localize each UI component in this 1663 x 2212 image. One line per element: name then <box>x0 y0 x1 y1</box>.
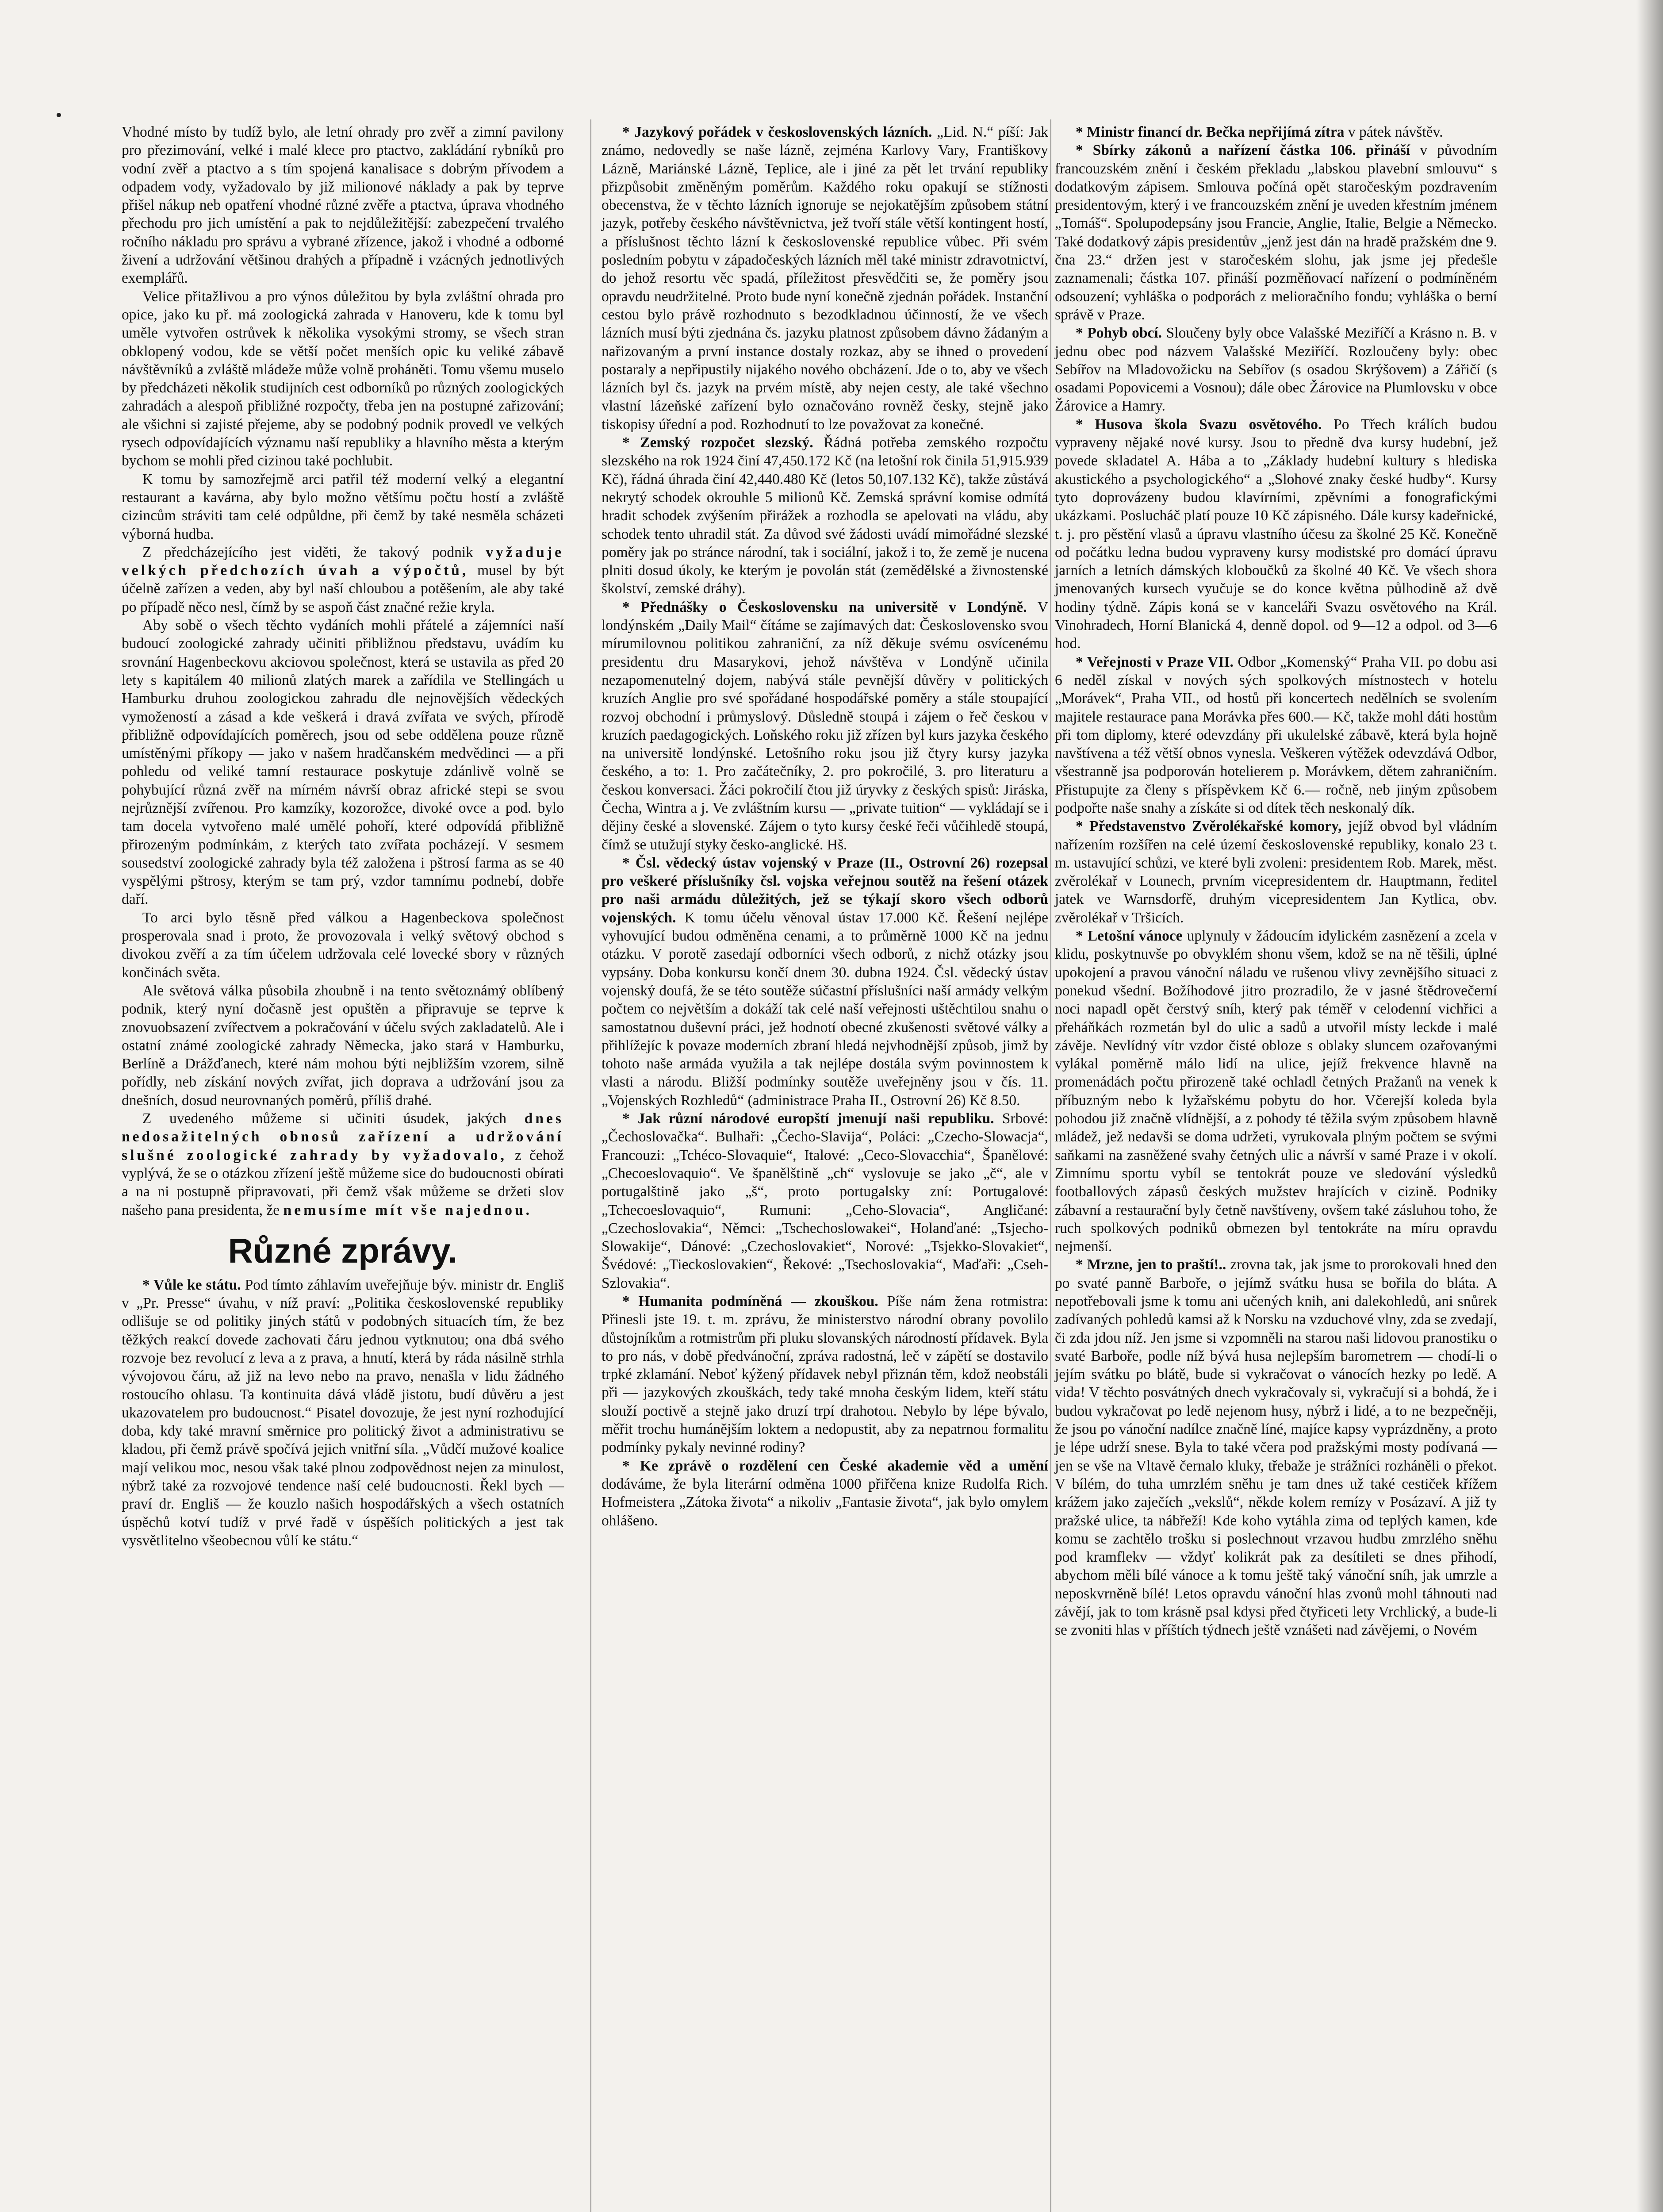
news-item: * Veřejnosti v Praze VII. Odbor „Komenský“ Praha VII. po dobu asi 6 neděl získal v nových sých spolkových místnostech v hotelu „Morávek“, Praha VII., od hostů při koncertech nedělních se svolením majitele restaurace pana Morávka přes 600.— Kč, takže mohl dáti hostům při tom diplomy, které odevzdány při ukulelské zábavě, která byla hojně navštívena a též větší obnos vynesla. Veškeren výtěžek odevzdává Odbor, všestranně jsa podporován hotelierem p. Morávkem, dětem zahraničním. Přistupujte za členy s příspěvkem Kč 6.— ročně, neb jiným způsobem podpořte naše snahy a získáte si od dítek těch neskonalý dík. <box>1055 653 1497 816</box>
column-divider <box>1050 119 1051 2212</box>
column-divider <box>590 119 591 2212</box>
news-item-lead: * Zemský rozpočet slezský. <box>622 434 813 451</box>
news-item: * Vůle ke státu. Pod tímto záhlavím uveřejňuje býv. ministr dr. Engliš v „Pr. Presse“ úvahu, v níž praví: „Politika československé republiky odlišuje se od politiky jiných států v podobných situacích tím, že bez těžkých reakcí dovede zachovati čáru jednou vytknutou; ona dbá svého rozvoje bez revolucí z leva a z prava, a hnutí, která by ráda násilně strhla vývojovou čáru, až již na levo nebo na pravo, nenašla v lidu žádného rostoucího ohlasu. Ta kontinuita dává vládě jistotu, budí důvěru a jest ukazovatelem pro budoucnost.“ Pisatel dovozuje, že jest nyní rozhodující doba, kdy také mravní směrnice pro politický život a administrativu se kladou, při čemž právě spočívá jejich vnitřní síla. „Vůdčí mužové koalice mají velikou moc, nesou však také plnou zodpovědnost nejen za minulost, nýbrž také za rozvojové tendence naší celé budoucnosti. Řekl bych — praví dr. Engliš — že kouzlo našich hospodářských a všech ostatních úspěchů kotví tudíž v prvé řadě v úspěších politických a jest tak vysvětlitelno všeobecnou vůlí ke státu.“ <box>122 1276 564 1549</box>
article-paragraph: Z uvedeného můžeme si učiniti úsudek, jakých dnes nedosažitelných obnosů zařízení a udržování slušné zoologické zahrady by vyžadovalo, z čehož vyplývá, že se o otázkou zřízení ještě můžeme sice do budoucnosti obírati a na ni postupně připravovati, při čemž však můžeme se držeti slov našeho pana presidenta, že nemusíme mít vše najednou. <box>122 1110 564 1218</box>
news-item-lead: * Humanita podmíněná — zkouškou. <box>622 1293 878 1310</box>
column-middle <box>602 123 1048 1530</box>
print-speck <box>57 113 61 117</box>
article-paragraph: K tomu by samozřejmě arci patřil též moderní velký a elegantní restaurant a kavárna, aby bylo možno většímu počtu hostí a zvláště cizincům stráviti tam celé odpůldne, při čemž by také nesměla scházeti výborná hudba. <box>122 471 564 542</box>
news-item: * Husova škola Svazu osvětového. Po Třech králích budou vypraveny nějaké nové kursy. Jsou to předně dva kursy hudební, jež povede skladatel A. Hába a to „Základy hudební kultury s hlediska akustického a psychologického“ a „Slohové znaky české hudby“. Kursy tyto doprovázeny budou klavírními, zpěvními a fonografickými ukázkami. Poslucháč platí pouze 10 Kč zápisného. Dále kursy kadeřnické, t. j. pro pěstění vlasů a úpravu vlastního účesu za školné 25 Kč. Konečně od počátku ledna budou vypraveny kursy modistské pro domácí úpravu jarních a letních dámských kloboučků za školné 40 Kč. Ve všech shora jmenovaných kursech vyučuje se do konce května půlhodině až dvě hodiny týdně. Zápis koná se v kanceláři Svazu osvětového na Král. Vinohradech, Horní Blanická 4, denně dopol. od 9—12 a odpol. od 3—6 hod. <box>1055 416 1497 652</box>
section-heading: Různé zprávy. <box>228 1231 458 1270</box>
news-item-lead: * Letošní vánoce <box>1075 928 1183 945</box>
article-paragraph: Ale světová válka působila zhoubně i na tento světoznámý oblíbený podnik, který nyní dočasně jest opuštěn a připravuje se teprve k znovuobsazení zvířectvem a pokračování v účelu svých zakladatelů. Ale i ostatní známé zoologické zahrady Německa, jako stará v Hamburku, Berlíně a Drážďanech, které nám mohou býti nejbližším vzorem, silně pořídly, neb získání nových zvířat, jich doprava a udržování jsou za dnešních, dosud neurovnaných poměrů, příliš drahé. <box>122 982 564 1109</box>
news-item: * Sbírky zákonů a nařízení částka 106. přináší v původním francouzském znění i českém překladu „labskou plavební smlouvu“ s dodatkovým zápisem. Smlouva počíná opět staročeským pozdravením presidentovým, který i ve francouzském znění je uveden křestním jménem „Tomáš“. Spolupodepsány jsou Francie, Anglie, Italie, Belgie a Německo. Také dodatkový zápis presidentův „jenž jest dán na hradě pražském dne 9. čna 23.“ držen jest v staročeském slohu, jak jsme jej předešle zaznamenali; částka 107. přináší pozměňovací nařízení o podmíněném odsouzení; vyhláška o podporách z melioračního fondu; vyhláška o berní správě v Praze. <box>1055 142 1498 323</box>
news-item-lead: * Sbírky zákonů a nařízení částka 106. přináší <box>1075 142 1410 159</box>
news-item-lead: * Husova škola Svazu osvětového. <box>1075 416 1322 433</box>
news-item-lead: * Představenstvo Zvěrolékařské komory, <box>1075 818 1342 835</box>
news-item-lead: * Čsl. vědecký ústav vojenský v Praze (II., Ostrovní 26) rozepsal pro veškeré příslušníky čsl. vojska veřejnou soutěž na řešení otázek pro naši armádu důležitých, jež se týkají skoro všech odborů vojenských. <box>602 854 1048 926</box>
news-item: * Ministr financí dr. Bečka nepřijímá zítra v pátek návštěv. <box>1075 124 1443 140</box>
news-item: * Čsl. vědecký ústav vojenský v Praze (II., Ostrovní 26) rozepsal pro veškeré příslušníky čsl. vojska veřejnou soutěž na řešení otázek pro naši armádu důležitých, jež se týkají skoro všech odborů vojenských. K tomu účelu věnoval ústav 17.000 Kč. Řešení nejlépe vyhovující budou odměněna cenami, a to průměrně 1000 Kč na jednu otázku. V porotě zasedají odborníci všech odborů, z nichž otázky jsou vypsány. Doba konkursu končí dnem 30. dubna 1924. Čsl. vědecký ústav vojenský doufá, že se této soutěže súčastní příslušníci naší armády velkým počtem co největším a dokáží tak celé naší veřejnosti uštěchtilou snahu o samostatnou duševní práci, jež hodnotí obecné zkušenosti světové války a přihlížejíc k povaze moderních zbraní hledá nejvhodnější způsob, jimž by tohoto naše armáda využila a tak nejlépe dostála svým povinnostem k vlasti a národu. Bližší podmínky soutěže uveřejněny jsou v čís. 11. „Vojenských Rozhledů“ (administrace Praha II., Ostrovní 26) Kč 8.50. <box>602 854 1049 1109</box>
news-item-lead: * Pohyb obcí. <box>1075 325 1162 342</box>
news-item: * Představenstvo Zvěrolékařské komory, jejíž obvod byl vládním nařízením rozšířen na celé území československé republiky, konalo 23 t. m. ustavující schůzi, ve které byli zvoleni: presidentem Rob. Marek, měst. zvěrolékař v Lounech, prvním vicepresidentem dr. Hauptmann, ředitel jatek ve Warnsdorfě, druhým vicepresidentem Jan Kytlica, obv. zvěrolékař v Tršicích. <box>1055 818 1498 926</box>
article-paragraph: Velice přitažlivou a pro výnos důležitou by byla zvláštní ohrada pro opice, jako ku př. má zoologická zahrada v Hanoveru, kde k tomu byl uměle vytvořen ostrůvek k několika vysokými stromy, se všech stran obklopený vodou, kde se větší počet menších opic ku veliké zábavě návštěvníků a zvláště mládeže může volně proháněti. Tomu všemu muselo by předcházeti několik studijních cest odborníků po různých zoologických zahradách a alespoň přibližné rozpočty, třeba jen na postupné zařizování; ale všichni si zajisté přejeme, aby se podobný podnik provedl ve velkých rysech odpovídajících významu naší republiky a hlavního města a kterým bychom se mohli před cizinou také pochlubit. <box>122 288 564 469</box>
column-right <box>1055 123 1497 1640</box>
news-item-lead: * Ke zprávě o rozdělení cen České akademie věd a umění <box>622 1457 1048 1474</box>
article-paragraph: Z předcházejícího jest viděti, že takový podnik vyžaduje velkých předchozích úvah a výpočtů, musel by být účelně zařízen a veden, aby byl naší chloubou a potěšením, ale aby také po případě něco nesl, čímž by se aspoň část značné režie kryla. <box>122 544 564 615</box>
page-edge-shadow <box>1636 0 1663 2212</box>
news-item: * Přednášky o Československu na universitě v Londýně. V londýnském „Daily Mail“ čítáme se zajímavých dat: Československo svou mírumilovnou politikou zahraniční, za níž děkuje svému osvícenému presidentu dru Masarykovi, jehož návštěva v Londýně učinila nezapomenutelný dojem, nabývá stále pevnější důvěry v politických kruzích Anglie pro své spořádané hospodářské poměry a stále stoupající rozvoj obchodní i průmyslový. Důsledně stoupá i zájem o řeč českou v kruzích paedagogických. Loňského roku již zřízen byl kurs jazyka českého na universitě londýnské. Letošního roku jsou již čtyry kursy jazyka českého, a to: 1. Pro začátečníky, 2. pro pokročilé, 3. pro literaturu a českou konversaci. Žáci pokročilí čtou již úryvky z českých spisů: Jiráska, Čecha, Wintra a j. Ve zvláštním kursu — „private tuition“ — vykládají se i dějiny české a slovenské. Zájem o tyto kursy české řeči vůčihledě stoupá, čímž se utužují styky česko-anglické. Hš. <box>602 599 1048 853</box>
column-left <box>122 123 564 1550</box>
news-item: * Pohyb obcí. Sloučeny byly obce Valašské Meziříčí a Krásno n. B. v jednu obec pod názvem Valašské Meziříčí. Rozloučeny byly: obec Sebířov na Mladovožicku na Sebířov (s osadou Skrýšovem) a Zářičí (s osadami Popovicemi a Vosnou); dále obec Žárovice na Plumlovsku v obce Žárovice a Hamry. <box>1055 325 1497 415</box>
news-item: * Ke zprávě o rozdělení cen České akademie věd a umění dodáváme, že byla literární odměna 1000 přiřčena knize Rudolfa Rich. Hofmeistera „Zátoka života“ a nikoliv „Fantasie života“, jak bylo omylem ohlášeno. <box>602 1457 1048 1529</box>
news-item: * Zemský rozpočet slezský. Řádná potřeba zemského rozpočtu slezského na rok 1924 činí 47,450.172 Kč (na letošní rok činila 51,915.939 Kč), řádná úhrada činí 42,440.480 Kč (letos 50,107.132 Kč), takže zůstává nekrytý schodek okrouhle 5 milionů Kč. Zemská správní komise odmítá hradit schodek zvýšením přirážek a rozhodla se apelovati na vládu, aby schodek tento uhradil stát. Za důvod své žádosti uvádí mimořádné slezské poměry jak po stránce národní, tak i sociální, jakož i to, že země je nucena plniti dosud úkoly, ke kterým je povolán stát (zemědělské a živnostenské školství, zemské dráhy). <box>602 434 1048 597</box>
news-item: * Jazykový pořádek v československých lázních. „Lid. N.“ píší: Jak známo, nedovedly se naše lázně, zejména Karlovy Vary, Františkovy Lázně, Mariánské Lázně, Teplice, ale i jiné za pět let trvání republiky přizpůsobit změněným poměrům. Každého roku opakují se stížnosti obecenstva, že v těchto lázních ignoruje se nejokatějším způsobem státní jazyk, potřeby českého návštěvnictva, jež tvoří stále větší kontingent hostí, a příslušnost těchto lázní k československé republice vůbec. Při svém posledním pobytu v západočeských lázních měl také ministr zdravotnictví, do jehož resortu věc spadá, příležitost přesvědčiti se, že poměry jsou opravdu neudržitelné. Proto bude nyní konečně zjednán pořádek. Instanční cestou bylo právě rozhodnuto s bezodkladnou účinností, že ve všech lázních musí býti zjednána čs. jazyku platnost způsobem dávno žádaným a nařizovaným a první instance dostaly rozkaz, aby se ihned o provedení postaraly a nepřipustily nijakého nového obcházení. Jde o to, aby ve všech lázních byl čs. jazyk na prvém místě, aby nejen cesty, ale také všechno vlastní lázeňské zařízení bylo označováno rovněž česky, stejně jako tiskopisy úřední a pod. Rozhodnutí to lze považovat za konečné. <box>602 124 1048 433</box>
article-paragraph: Aby sobě o všech těchto vydáních mohli přátelé a zájemníci naší budoucí zoologické zahrady učiniti přibližnou představu, uvádím ku srovnání Hagenbeckovu akciovou společnost, která se ustavila as před 20 lety s kapitálem 40 milionů zlatých marek a zařídila ve Stellingách u Hamburku druhou zoologickou zahradu dle nejnovějších vědeckých vymožeností a zásad a kde veškerá i dravá zvířata ve svých, přírodě přibližně odpovídajících poměrech, jsou od sebe oddělena pouze různě umístěnými příkopy — jako v našem hradčanském medvědinci — a při pohledu od veliké tamní restaurace poskytuje zdánlivě volně se pohybující různá zvěř na mírném návrší obraz africké stepi se svou nejrůznější zvířenou. Pro kamzíky, kozorožce, divoké ovce a pod. bylo tam docela vytvořeno malé umělé pohoří, které odpovídá přibližně přirozeným podmínkám, z kterých tato zvířata pocházejí. V sesmem sousedství zoologické zahrady byla též založena i pštrosí farma as se 40 vyspělými pštrosy, kterým se tam prý, vzdor tamnímu podnebí, dobře daří. <box>122 617 564 908</box>
news-item-lead: * Přednášky o Československu na universitě v Londýně. <box>622 599 1027 615</box>
news-item: * Jak různí národové europští jmenují naši republiku. Srbové: „Čechoslovačka“. Bulhaři: „Čecho-Slavija“, Poláci: „Czecho-Slowacja“, Francouzi: „Tchéco-Slovaquie“, Italové: „Ceco-Slovacchia“, Španělové: „Checoeslovaquio“. Ve španělštině „ch“ vyslovuje se jako „č“, ale v portugalštině jako „š“, proto portugalsky zní: Portugalové: „Tchecoeslovaquio“, Rumuni: „Ceho-Slovacia“, Angličané: „Czechoslovakia“, Němci: „Tschechoslowakei“, Holanďané: „Tsjecho-Slowakije“, Dánové: „Czechoslovakiet“, Norové: „Tsjekko-Slovakiet“, Švédové: „Tieckoslovakien“, Řekové: „Tsechoslovakia“, Maďaři: „Cseh-Szlovakia“. <box>602 1110 1048 1291</box>
news-item-lead: * Jak různí národové europští jmenují naši republiku. <box>622 1110 994 1127</box>
news-item: * Mrzne, jen to praští!.. zrovna tak, jak jsme to prorokovali hned den po svaté panně Barboře, o jejímž svátku husa se bořila do bláta. A nepotřebovali jsme k tomu ani učených knih, ani dalekohledů, ani snůrek zadívaných pohledů kamsi až k Norsku na vzduchové vlny, zda se zvedají, či zda jdou níž. Jen jsme si vzpomněli na starou naši lidovou pranostiku o svaté Barboře, podle níž bývá husa nejlepším barometrem — chodí-li o jejím svátku po blátě, bude si vykračovat o vánocích hezky po ledě. A vida! V těchto posvátných dnech vykračovaly si, vykračují si a bohdá, že i budou vykračovat po ledě nejenom husy, nýbrž i lidé, a to ne bezpečněji, že jsou po vánoční nadílce značně líné, majíce kapsy vyprázdněny, a proto je lépe udrží snese. Byla to také včera pod pražskými mosty podívaná — jen se vše na Vltavě černalo kluky, třebaže je strážníci rozháněli o překot. V bílém, do tuha umrzlém sněhu je tam dnes už také cestiček křížem krážem jako zaječích „vekslů“, někde kolem remízy v Posázaví. A již ty pražské ulice, ta nábřeží! Kde koho vytáhla zima od teplých kamen, kde komu se zachtělo trošku si poslechnout vrzavou hudbu zmrzlého sněhu pod kramflekv — vždyť kolikrát pak za desítileti se dnes přihodí, abychom měli bílé vánoce a k tomu ještě taký vánoční sníh, jak umrzle a neposkvrněně bílé! Letos opravdu vánoční hlas zvonů mohl táhnouti nad závějí, jak to tom krásně psal kdysi před čtyřiceti lety Vrchlický, a bude-li se zvoniti hlas v příštích týdnech ještě vznášeti nad závějemi, o Novém <box>1055 1256 1498 1639</box>
article-paragraph: To arci bylo těsně před válkou a Hagenbeckova společnost prosperovala snad i proto, že provozovala i velký světový obchod s divokou zvěří a za tím účelem udržovala celé lovecké sbory v různých končinách světa. <box>122 909 564 981</box>
news-item-lead: * Ministr financí dr. Bečka nepřijímá zítra <box>1075 124 1345 140</box>
news-item-lead: * Veřejnosti v Praze VII. <box>1075 653 1234 670</box>
news-item-lead: * Mrzne, jen to praští!.. <box>1075 1256 1226 1273</box>
article-paragraph: Vhodné místo by tudíž bylo, ale letní ohrady pro zvěř a zimní pavilony pro přezimování, velké i malé klece pro ptactvo, zakládání rybníků pro vodní zvěř a ptactvo a s tím spojená kanalisace s dobrým přívodem a odpadem vody, vyžadovalo by již milionové náklady a pak by teprve přišel nákup neb opatření vhodné různé zvěře a ptactva, úprava vhodného přechodu pro jich umístění a pak to nejdůležitější: zabezpečení trvalého ročního nákladu pro správu a vybrané zřízence, jakož i vhodné a odborné živení a udržování většinou drahých a případně i vzácných jednotlivých exemplářů. <box>122 124 564 287</box>
news-item-lead: * Jazykový pořádek v československých lázních. <box>622 124 932 140</box>
news-item: * Letošní vánoce uplynuly v žádoucím idylickém zasnězení a zcela v klidu, poskytnuvše po obvyklém shonu všem, kdož se na ně těšili, úplné upokojení a pravou vánoční náladu ve rušenou vlivy zevnějšího situaci z ponekud všední. Božíhodové jitro prozradilo, že v jasné štědrovečerní noci napadl opět čerstvý sníh, který pak téměř v celodenní vichřici a přeháňkách rozmetán byl do ulic a sadů a utvořil místy leckde i malé závěje. Nevlídný vítr vzdor čisté obloze s oblaky sluncem ozařovanými vylákal poměrně málo lidí na ulice, jejíž frekvence hlavně na promenádách počtu přirozeně také ochladl četných Pražanů na venek k příbuzným nebo k lyžařskému pobytu do hor. Včerejší koleda byla pohodou již značně vlídnější, a z pohody té těžila svým způsobem hlavně mládež, jež nedavši se doma udržeti, vyrukovala plným počtem se svými saňkami na zasněžené svahy četných ulic a návrší v samé Praze i v okolí. Zimnímu sportu vybíl se tentokrát pouze ve sledování výsledků footballových zápasů českých mužstev hrajících v cizině. Podniky zábavní a restaurační byly četně navštíveny, ovšem také zásluhou toho, že ruch spolkových podniků obmezen byl tentokráte na míru opravdu nejmenší. <box>1055 928 1498 1255</box>
news-item: * Humanita podmíněná — zkouškou. Píše nám žena rotmistra: Přinesli jste 19. t. m. zprávu, že ministerstvo národní obrany povolilo důstojníkům a rotmistrům při pluku slovanských národností přídavek. Byla to pro nás, v době předvánoční, zpráva radostná, leč v zápětí se dostavilo trpké zklamání. Neboť kýžený přídavek nebyl přiznán těm, kdož neobstáli při — jazykových zkouškách, tedy také mnoha českým lidem, kteří státu slouží poctivě a stejně jako druzí trpí drahotou. Nebylo by lépe bývalo, měřit trochu humánějším loktem a nedopustit, aby za nepatrnou formalitu podmínky pykaly nevinné rodiny? <box>602 1293 1048 1456</box>
news-item-lead: * Vůle ke státu. <box>142 1276 241 1293</box>
